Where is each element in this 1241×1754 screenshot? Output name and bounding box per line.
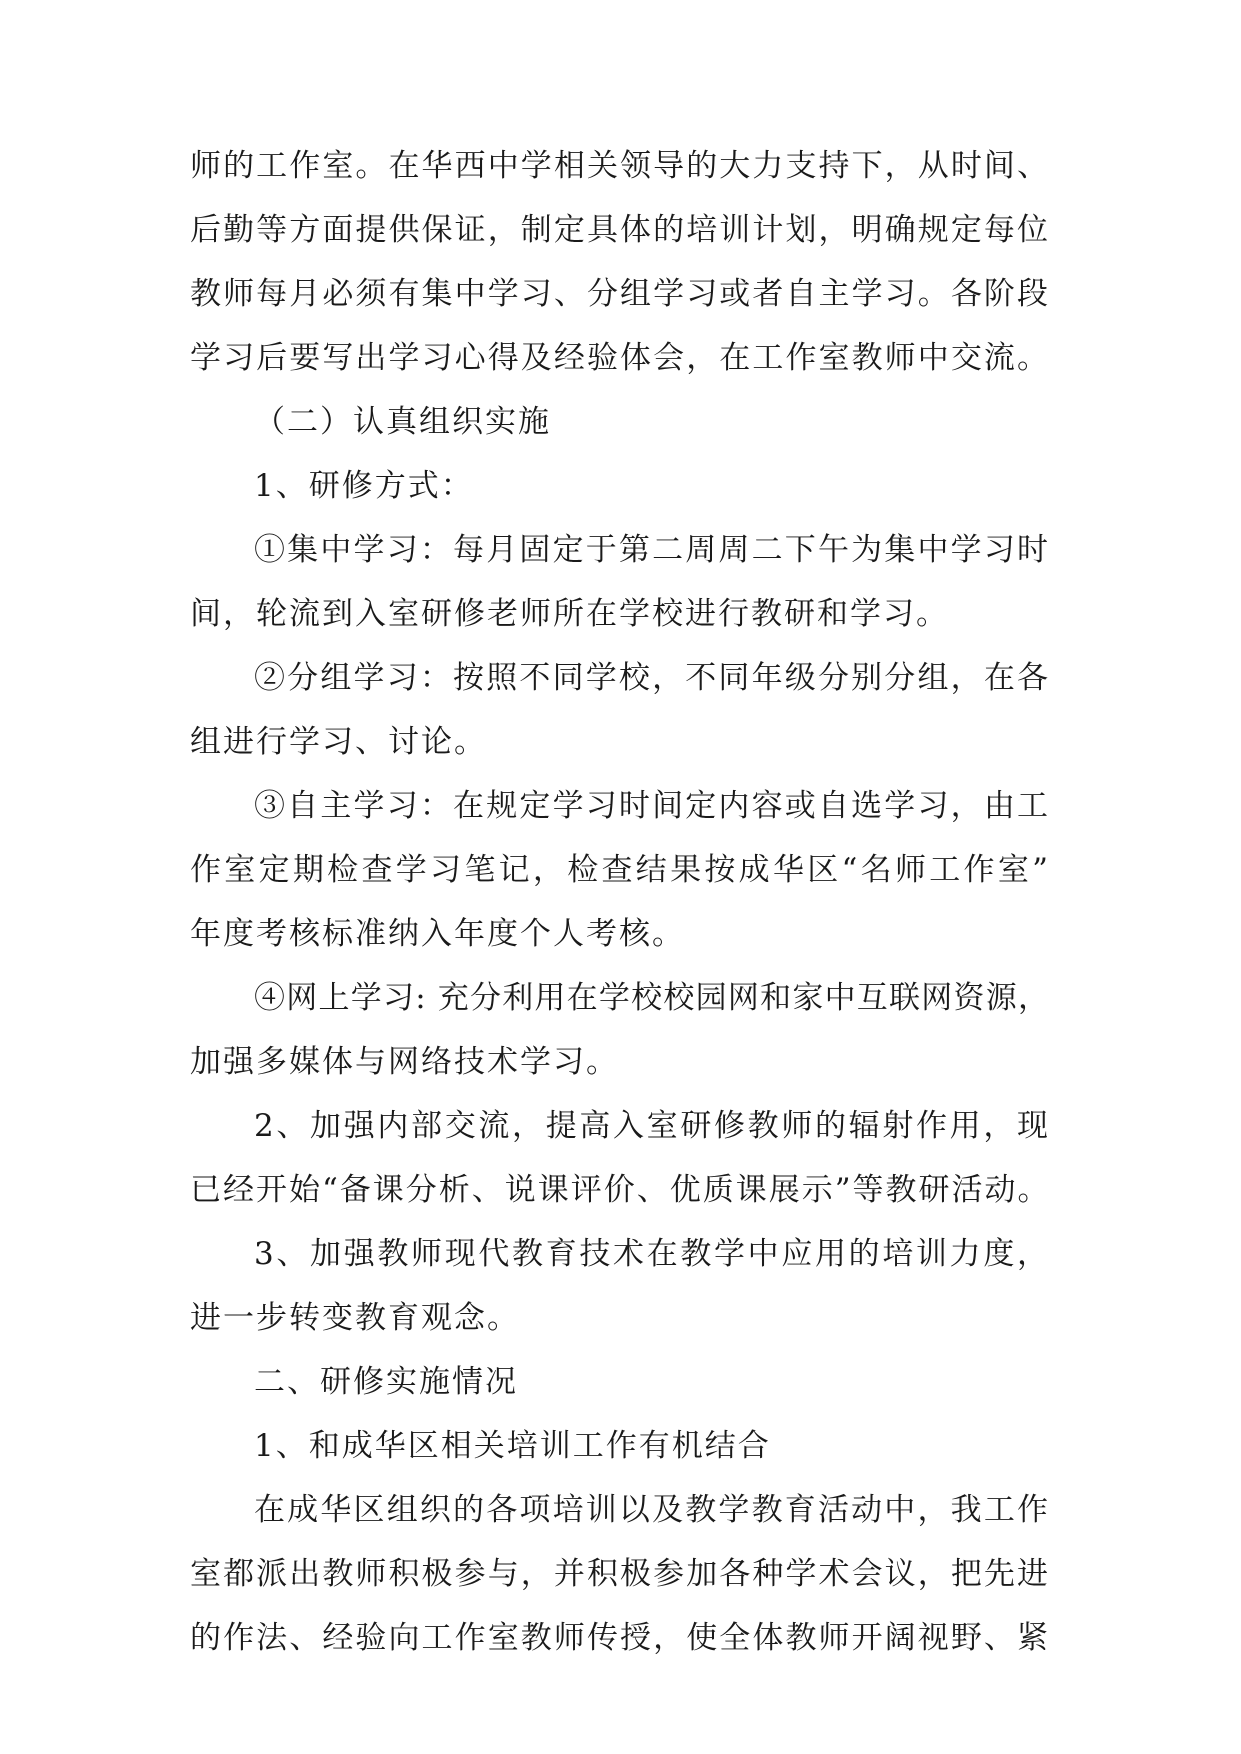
list-item-line: ②分组学习：按照不同学校，不同年级分别分组，在各: [254, 660, 1050, 696]
list-item-line: ①集中学习：每月固定于第二周周二下午为集中学习时: [254, 532, 1050, 568]
body-text-line: 进一步转变教育观念。: [190, 1300, 520, 1336]
section-heading: 二、研修实施情况: [254, 1364, 518, 1400]
subsection-heading: 1、和成华区相关培训工作有机结合: [254, 1428, 771, 1464]
numbered-item-line: 3、加强教师现代教育技术在教学中应用的培训力度，: [254, 1236, 1050, 1272]
body-text-line: 室都派出教师积极参与，并积极参加各种学术会议，把先进: [190, 1556, 1050, 1592]
body-text-line: 年度考核标准纳入年度个人考核。: [190, 916, 685, 952]
body-text-line: 已经开始“备课分析、说课评价、优质课展示”等教研活动。: [190, 1172, 1050, 1208]
subsection-heading: 1、研修方式：: [254, 468, 474, 504]
body-text-line: 后勤等方面提供保证，制定具体的培训计划，明确规定每位: [190, 212, 1050, 248]
body-text-line: 组进行学习、讨论。: [190, 724, 487, 760]
body-text-line: 教师每月必须有集中学习、分组学习或者自主学习。各阶段: [190, 276, 1050, 312]
body-text-line: 的作法、经验向工作室教师传授，使全体教师开阔视野、紧: [190, 1620, 1050, 1656]
list-item-line: ④网上学习: 充分利用在学校校园网和家中互联网资源，: [254, 980, 1050, 1016]
list-item-line: ③自主学习：在规定学习时间定内容或自选学习，由工: [254, 788, 1050, 824]
body-text-line: 加强多媒体与网络技术学习。: [190, 1044, 619, 1080]
body-text-line: 师的工作室。在华西中学相关领导的大力支持下，从时间、: [190, 148, 1050, 184]
section-heading: （二）认真组织实施: [254, 404, 551, 440]
body-text-line: 在成华区组织的各项培训以及教学教育活动中，我工作: [254, 1492, 1050, 1528]
body-text-line: 间，轮流到入室研修老师所在学校进行教研和学习。: [190, 596, 949, 632]
body-text-line: 学习后要写出学习心得及经验体会，在工作室教师中交流。: [190, 340, 1050, 376]
numbered-item-line: 2、加强内部交流，提高入室研修教师的辐射作用，现: [254, 1108, 1050, 1144]
body-text-line: 作室定期检查学习笔记，检查结果按成华区“名师工作室”: [190, 852, 1050, 888]
